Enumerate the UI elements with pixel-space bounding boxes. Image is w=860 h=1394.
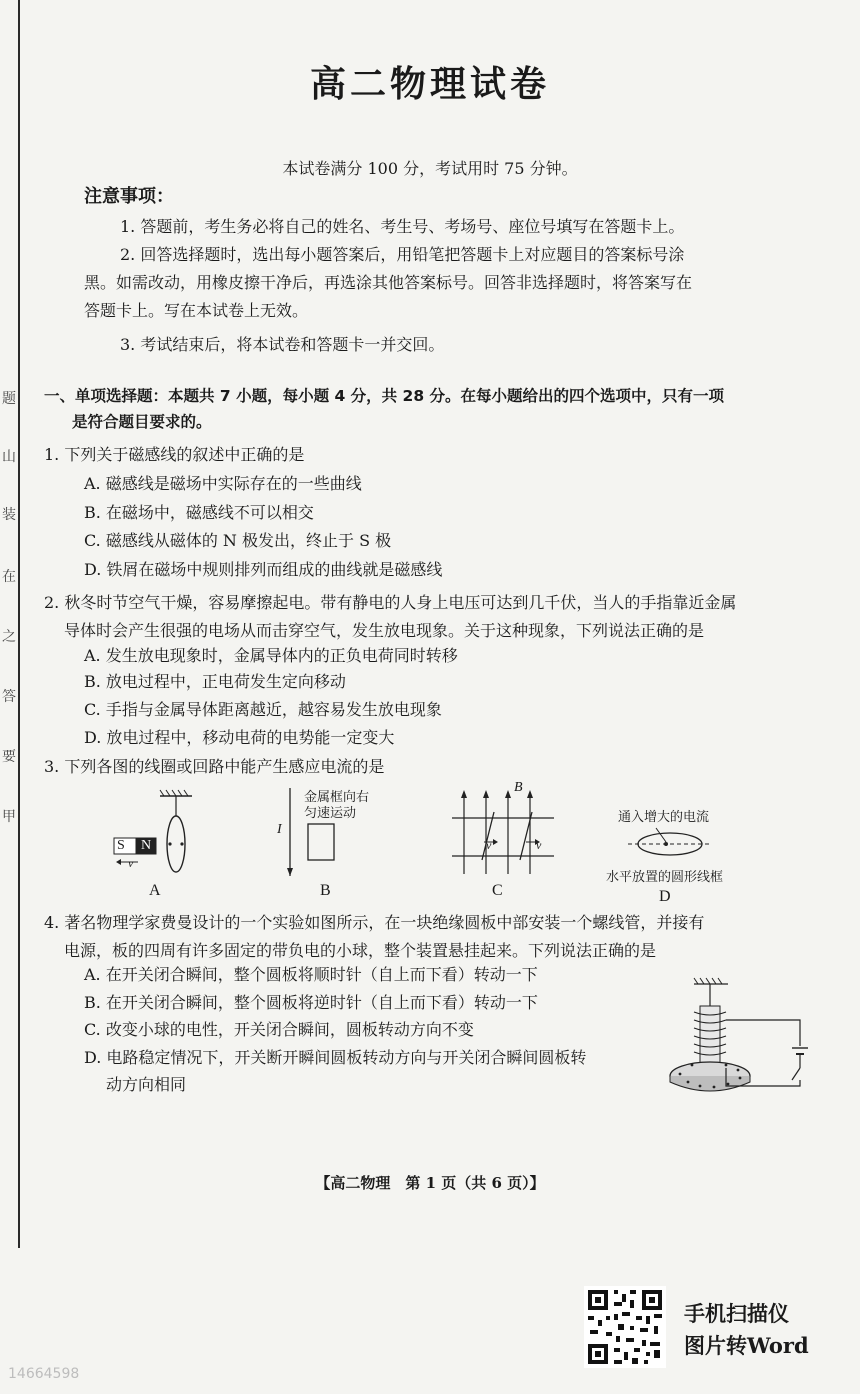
notice-line: 答题卡上。写在本试卷上无效。 — [84, 301, 309, 320]
q2-option-b: B. 放电过程中，正电荷发生定向移动 — [84, 672, 346, 691]
figure-d-diagram — [626, 822, 716, 862]
figure-b-note: 匀速运动 — [304, 806, 357, 821]
binding-char: 装 — [2, 507, 16, 523]
q4-option-c: C. 改变小球的电性，开关闭合瞬间，圆板转动方向不变 — [84, 1020, 474, 1039]
q4-option-d: D. 电路稳定情况下，开关断开瞬间圆板转动方向与开关闭合瞬间圆板转 — [84, 1048, 587, 1067]
figure-d-label: D — [659, 888, 671, 905]
q1-option-b: B. 在磁场中，磁感线不可以相交 — [84, 503, 314, 522]
magnet-s-label: S — [117, 838, 125, 853]
figure-a-label: A — [149, 882, 161, 899]
qr-code-icon — [584, 1286, 666, 1368]
q1-option-c: C. 磁感线从磁体的 N 极发出，终止于 S 极 — [84, 531, 392, 550]
q2-option-a: A. 发生放电现象时，金属导体内的正负电荷同时转移 — [84, 646, 458, 665]
binding-char: 题 — [2, 391, 16, 407]
binding-char: 在 — [2, 569, 16, 585]
binding-char: 答 — [2, 689, 16, 705]
question-1-stem: 1. 下列关于磁感线的叙述中正确的是 — [44, 445, 305, 464]
figure-d-note-top: 通入增大的电流 — [618, 810, 710, 825]
page-footer: 【高二物理 第 1 页（共 6 页）】 — [315, 1174, 545, 1192]
q4-option-a: A. 在开关闭合瞬间，整个圆板将顺时针（自上而下看）转动一下 — [84, 965, 538, 984]
q1-option-a: A. 磁感线是磁场中实际存在的一些曲线 — [84, 474, 362, 493]
binding-char: 要 — [2, 749, 16, 765]
qr-code-graphic — [584, 1286, 666, 1368]
notice-line: 2. 回答选择题时，选出每小题答案后，用铅笔把答题卡上对应题目的答案标号涂 — [120, 245, 685, 264]
feynman-disk-diagram — [668, 976, 818, 1100]
q1-option-d: D. 铁屑在磁场中规则排列而组成的曲线就是磁感线 — [84, 560, 443, 579]
watermark-id: 14664598 — [8, 1366, 80, 1382]
q4-option-d-cont: 动方向相同 — [106, 1075, 187, 1094]
field-b-label: B — [514, 780, 523, 795]
current-label: I — [277, 822, 282, 837]
velocity-label: v — [536, 838, 542, 852]
notice-line: 1. 答题前，考生务必将自己的姓名、考生号、考场号、座位号填写在答题卡上。 — [120, 217, 685, 236]
binding-char: 山 — [2, 449, 16, 465]
binding-char: 甲 — [2, 809, 16, 825]
q4-option-b: B. 在开关闭合瞬间，整个圆板将逆时针（自上而下看）转动一下 — [84, 993, 538, 1012]
page-title: 高二物理试卷 — [309, 63, 550, 105]
figure-a-diagram — [108, 788, 204, 884]
q2-option-d: D. 放电过程中，移动电荷的电势能一定变大 — [84, 728, 395, 747]
magnet-n-label: N — [141, 838, 152, 853]
question-4-stem: 4. 著名物理学家费曼设计的一个实验如图所示，在一块绝缘圆板中部安装一个螺线管，并接有 — [44, 913, 705, 932]
binding-char: 之 — [2, 629, 16, 645]
figure-a — [108, 788, 204, 884]
feynman-disk-figure — [668, 976, 818, 1100]
question-4-stem-cont: 电源，板的四周有许多固定的带负电的小球，整个装置悬挂起来。下列说法正确的是 — [64, 941, 657, 960]
notice-line: 3. 考试结束后，将本试卷和答题卡一并交回。 — [120, 335, 445, 354]
notice-heading: 注意事项： — [84, 186, 174, 207]
question-3-stem: 3. 下列各图的线圈或回路中能产生感应电流的是 — [44, 757, 385, 776]
figure-c-diagram — [450, 784, 556, 880]
notice-line: 黑。如需改动，用橡皮擦干净后，再选涂其他答案标号。回答非选择题时，将答案写在 — [84, 273, 693, 292]
figure-d-note-bottom: 水平放置的圆形线框 — [606, 870, 724, 885]
velocity-label: v — [486, 838, 492, 852]
figure-c-label: C — [492, 882, 503, 899]
section-heading-cont: 是符合题目要求的。 — [72, 413, 212, 431]
figure-d — [626, 822, 716, 862]
figure-c — [450, 784, 556, 880]
scan-ad-line1: 手机扫描仪 — [684, 1301, 789, 1326]
q2-option-c: C. 手指与金属导体距离越近，越容易发生放电现象 — [84, 700, 442, 719]
figure-b-note: 金属框向右 — [304, 790, 370, 805]
velocity-label: v — [128, 856, 134, 870]
exam-info: 本试卷满分 100 分，考试用时 75 分钟。 — [282, 159, 578, 178]
question-2-stem-cont: 导体时会产生很强的电场从而击穿空气，发生放电现象。关于这种现象，下列说法正确的是 — [64, 621, 705, 640]
figure-b-label: B — [320, 882, 331, 899]
question-2-stem: 2. 秋冬时节空气干燥，容易摩擦起电。带有静电的人身上电压可达到几千伏，当人的手指靠近金属 — [44, 593, 737, 612]
binding-line — [18, 0, 20, 1248]
section-heading: 一、单项选择题：本题共 7 小题，每小题 4 分，共 28 分。在每小题给出的四个选项中，只有一项 — [44, 387, 725, 405]
scan-ad-line2: 图片转Word — [684, 1333, 809, 1358]
